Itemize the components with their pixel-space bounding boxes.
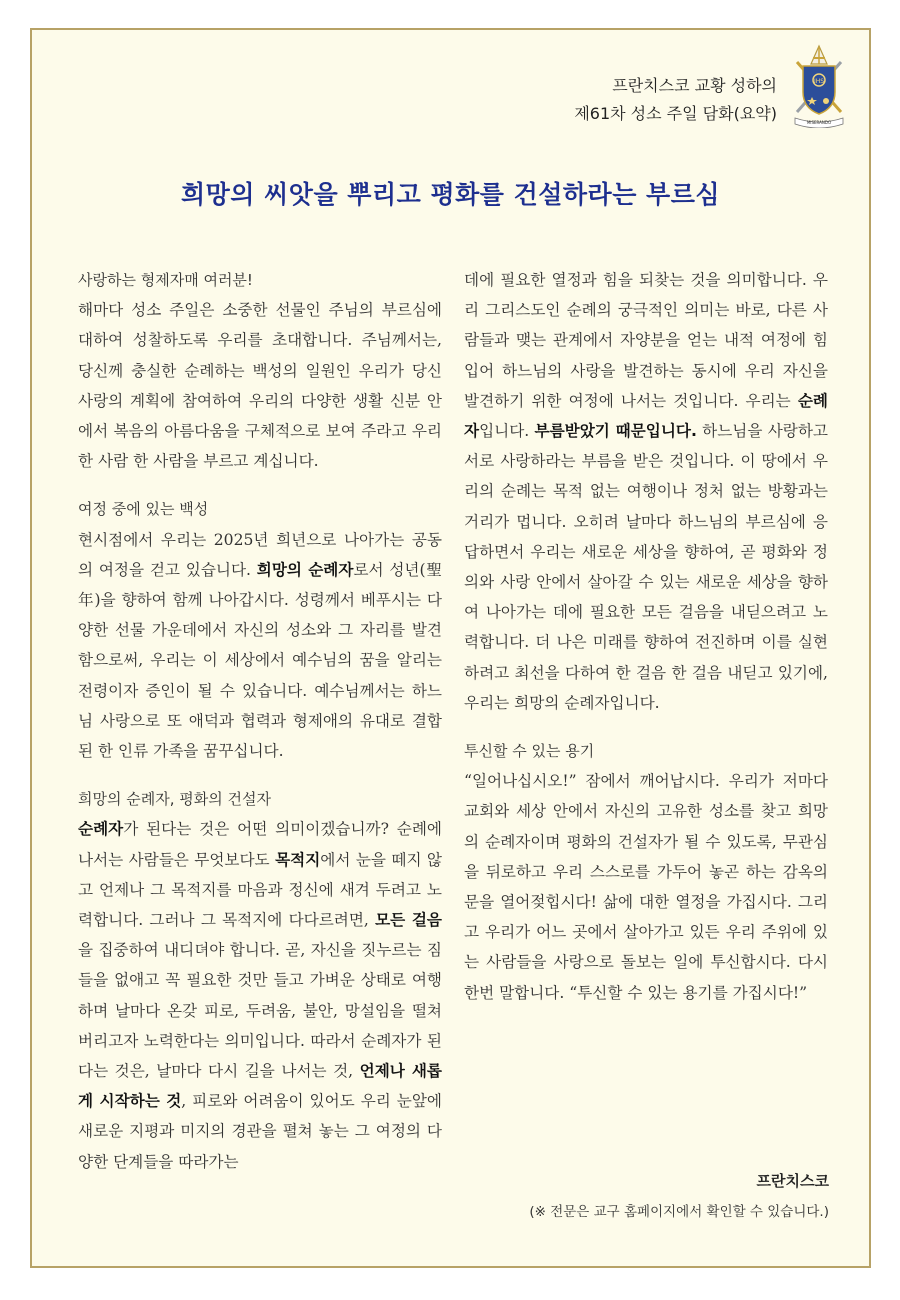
document-frame xyxy=(30,28,871,1268)
right-column xyxy=(464,265,828,1008)
left-column xyxy=(78,265,442,1177)
papal-coat-of-arms-icon xyxy=(791,42,847,128)
signature: 프란치스코 xyxy=(756,1172,829,1190)
section-2-continuation: 데에 필요한 열정과 힘을 되찾는 것을 의미합니다. 우리 그리스도인 순례의 궁극적인 의미는 바로, 다른 사람들과 맺는 관계에서 자양분을 얻는 내적 여정에 힘입어 하느님의 사랑을 발견하는 동시에 우리 자신을 발견하기 위한 여정에 나서는 것입니다. 우리는 순례자입니다. 부름받았기 때문입니다. 하느님을 사랑하고 서로 사랑하라는 부름을 받은 것입니다. 이 땅에서 우리의 순례는 목적 없는 여행이나 정처 없는 방황과는 거리가 멉니다. 오히려 날마다 하느님의 부르심에 응답하면서 우리는 새로운 세상을 향하여, 곧 평화와 정의와 사랑 안에서 살아갈 수 있는 새로운 세상을 향하여 나아가는 데에 필요한 모든 걸음을 내딛으려고 노력합니다. 더 나은 미래를 향하여 전진하며 이를 실현하려고 최선을 다하여 한 걸음 한 걸음 내딛고 있기에, 우리는 희망의 순례자입니다. xyxy=(464,271,828,712)
main-title: 희망의 씨앗을 뿌리고 평화를 건설하라는 부르심 xyxy=(180,180,721,209)
section-1-paragraph: 현시점에서 우리는 2025년 희년으로 나아가는 공동의 여정을 걷고 있습니다. 희망의 순례자로서 성년(聖年)을 향하여 함께 나아갑시다. 성령께서 베푸시는 다양한 선물 가운데에서 자신의 성소와 그 자리를 발견함으로써, 우리는 이 세상에서 예수님의 꿈을 알리는 전령이자 증인이 될 수 있습니다. 예수님께서는 하느님 사랑으로 또 애덕과 협력과 형제애의 유대로 결합된 한 인류 가족을 꿈꾸십니다. xyxy=(78,530,443,761)
header-line-2: 제61차 성소 주일 담화(요약) xyxy=(574,104,777,123)
svg-text:IHS: IHS xyxy=(813,78,825,85)
header-title xyxy=(574,72,777,128)
section-heading-people-on-journey: 여정 중에 있는 백성 xyxy=(78,500,209,519)
section-heading-courage: 투신할 수 있는 용기 xyxy=(464,742,595,761)
greeting: 사랑하는 형제자매 여러분! xyxy=(78,271,253,289)
intro-paragraph: 해마다 성소 주일은 소중한 선물인 주님의 부르심에 대하여 성찰하도록 우리를 초대합니다. 주님께서는, 당신께 충실한 순례하는 백성의 일원인 우리가 당신 사랑의 계획에 참여하여 우리의 다양한 생활 신분 안에서 복음의 아름다움을 구체적으로 보여 주라고 우리 한 사람 한 사람을 부르고 계십니다. xyxy=(78,301,442,471)
header-line-1: 프란치스코 교황 성하의 xyxy=(612,76,777,95)
section-2-paragraph: 순례자가 된다는 것은 어떤 의미이겠습니까? 순례에 나서는 사람들은 무엇보다도 목적지에서 눈을 떼지 않고 언제나 그 목적지를 마음과 정신에 새겨 두려고 노력합니다. 그러나 그 목적지에 다다르려면, 모든 걸음을 집중하여 내디뎌야 합니다. 곧, 자신을 짓누르는 짐들을 없애고 꼭 필요한 것만 들고 가벼운 상태로 여행하며 날마다 온갖 피로, 두려움, 불안, 망설임을 떨쳐 버리고자 노력한다는 의미입니다. 따라서 순례자가 된다는 것은, 날마다 다시 길을 나서는 것, 언제나 새롭게 시작하는 것, 피로와 어려움이 있어도 우리 눈앞에 새로운 지평과 미지의 경관을 펼쳐 놓는 그 여정의 다양한 단계들을 따라가는 xyxy=(78,820,443,1171)
section-3-paragraph: “일어나십시오!” 잠에서 깨어납시다. 우리가 저마다 교회와 세상 안에서 자신의 고유한 성소를 찾고 희망의 순례자이며 평화의 건설자가 될 수 있도록, 무관심을 뒤로하고 우리 스스로를 가두어 놓곤 하는 감옥의 문을 열어젖힙시다! 삶에 대한 열정을 가집시다. 그리고 우리가 어느 곳에서 살아가고 있든 우리 주위에 있는 사람들을 사랑으로 돌보는 일에 투신합시다. 다시 한번 말합니다. “투신할 수 있는 용기를 가집시다!” xyxy=(464,772,828,1002)
footer-note: (※ 전문은 교구 홈페이지에서 확인할 수 있습니다.) xyxy=(529,1204,829,1220)
svg-text:MISERANDO: MISERANDO xyxy=(806,120,832,125)
section-heading-pilgrims-of-hope: 희망의 순례자, 평화의 건설자 xyxy=(78,790,271,809)
